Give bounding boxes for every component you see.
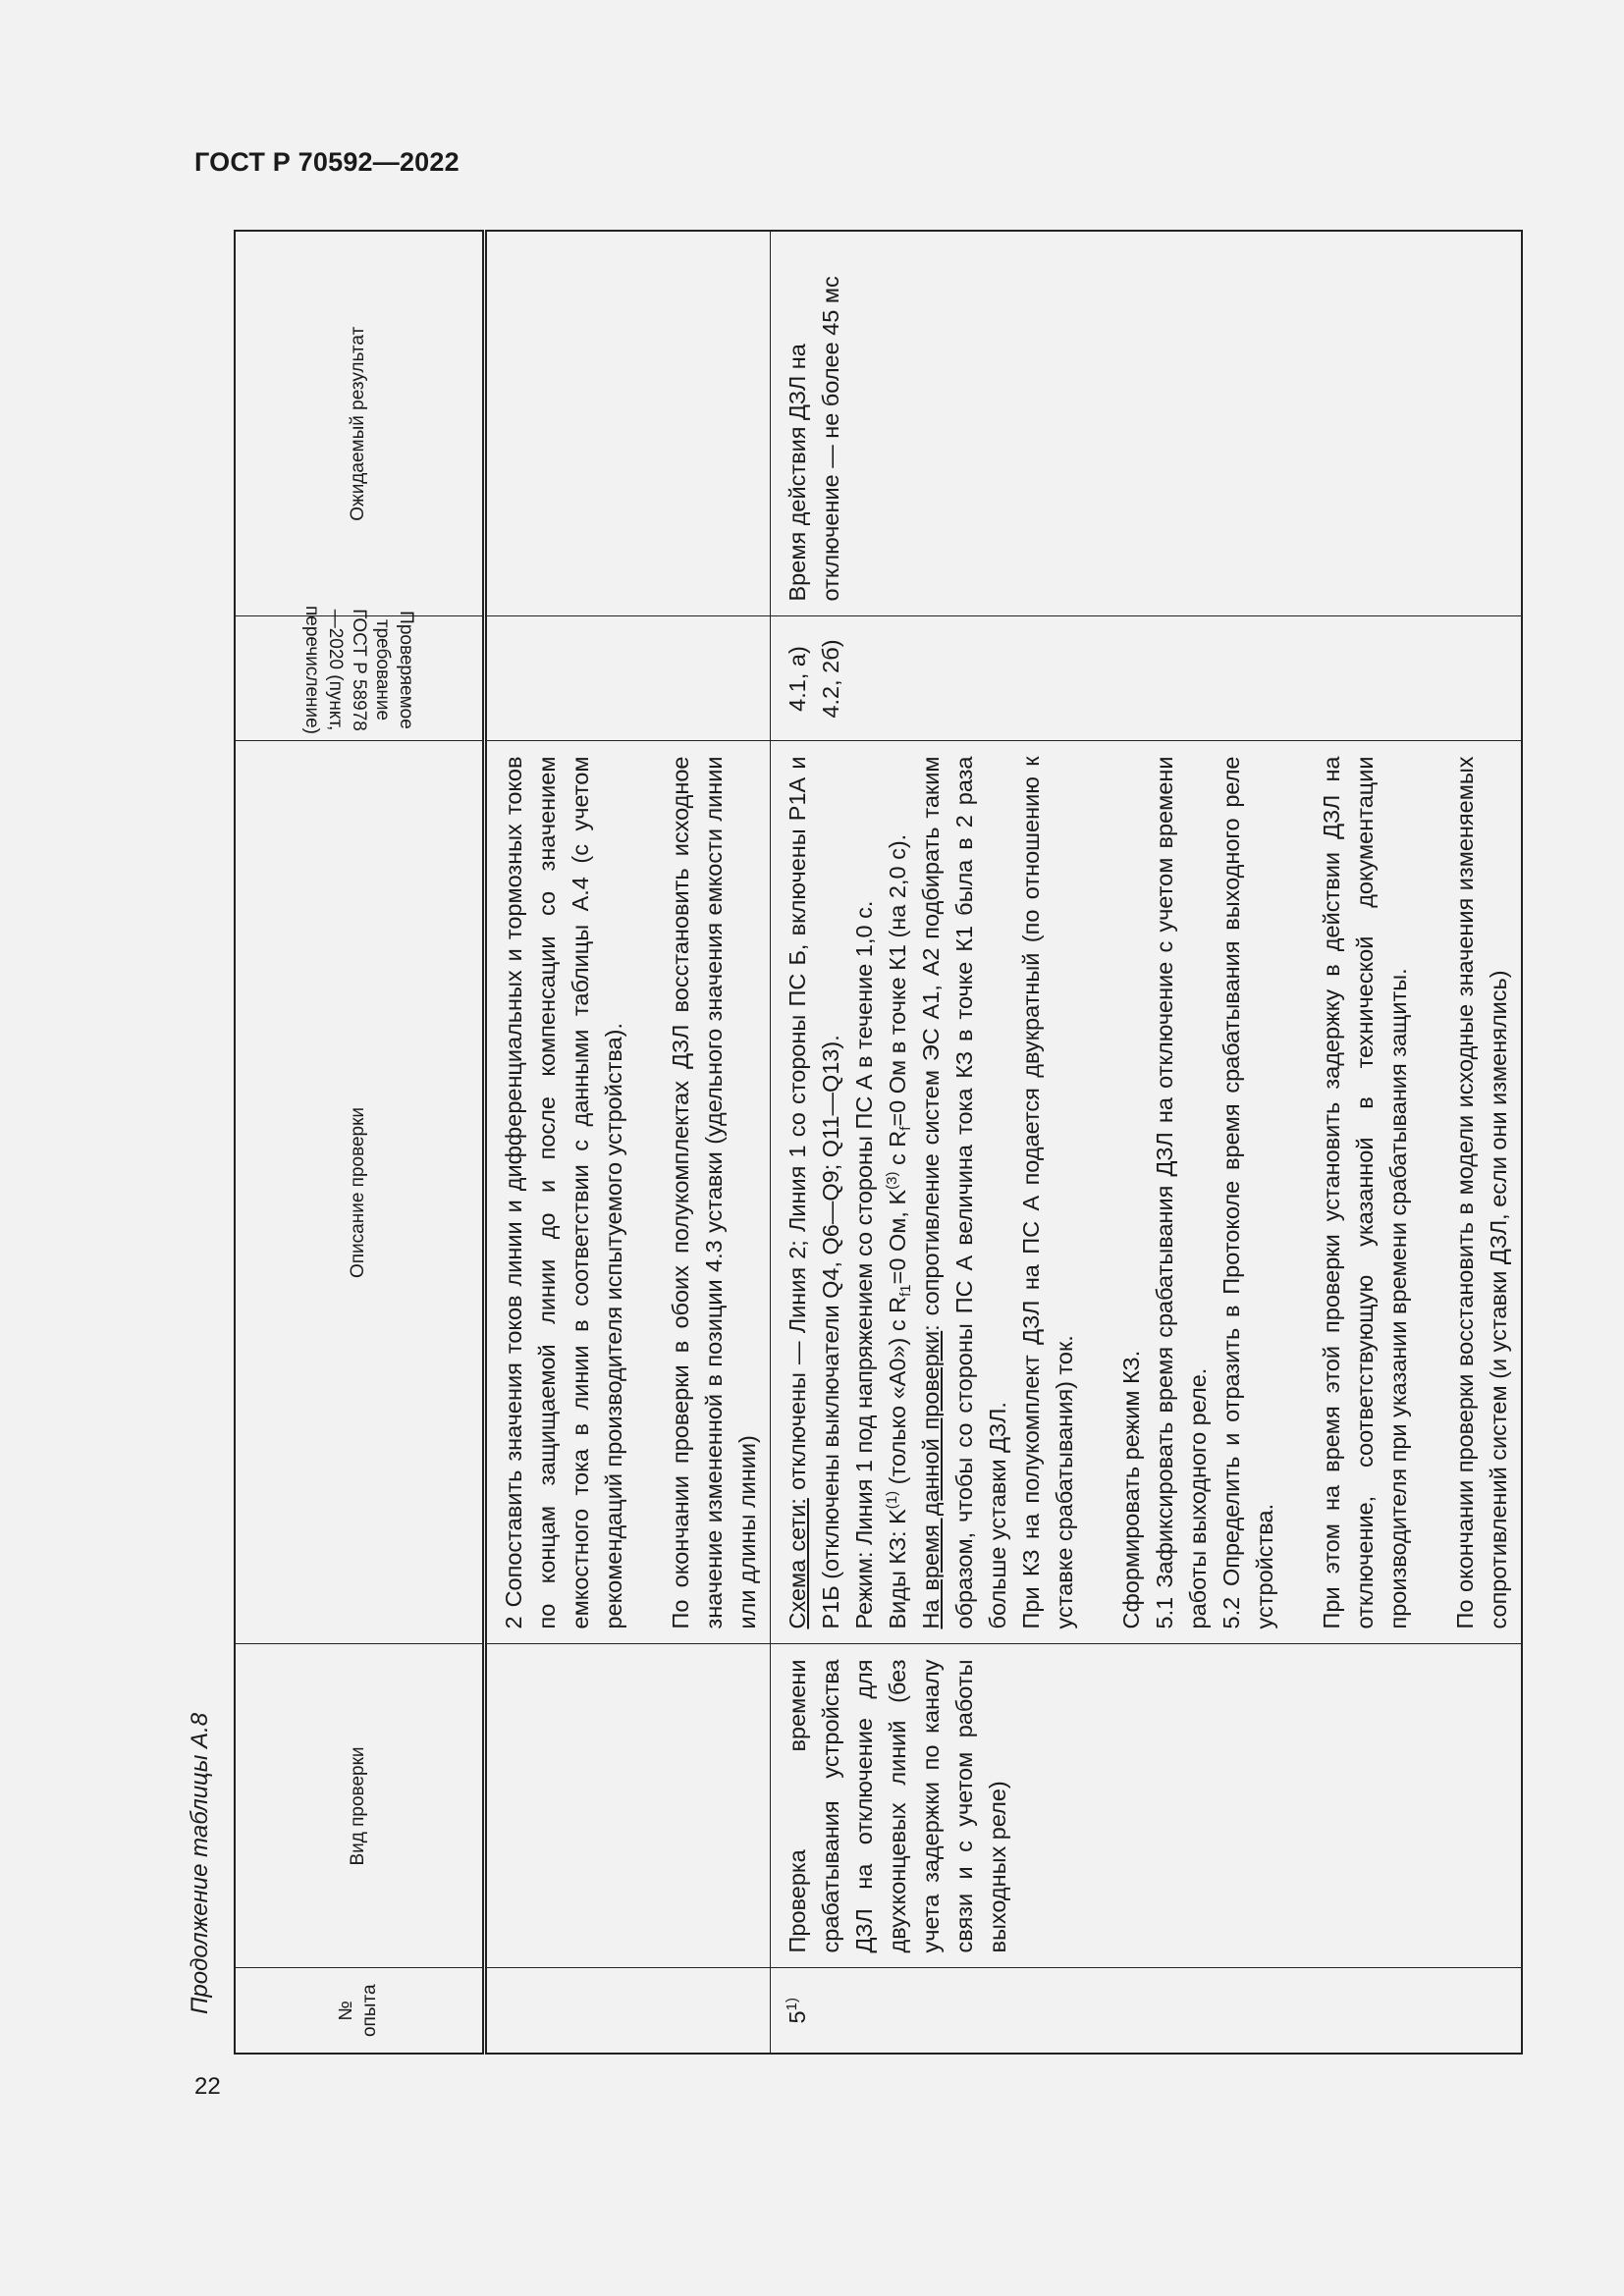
paragraph: [781, 757, 847, 1629]
table-header-row: [235, 231, 484, 2054]
paragraph: [1315, 757, 1415, 1629]
cell-requirement: [484, 616, 770, 741]
text-segment: 2 Сопоставить значения токов линии и дифференциальных и тормозных токов по концам защищаемой линии до и после компенсации со значением емкостного тока в линии в соответствии с данными таблицы А.4 (с учетом рекомендаций производителя испытуемого устройства).: [500, 756, 626, 1629]
text-segment: : сопротивление систем ЭС А1, А2 подбирать таким образом, чтобы со стороны ПС А величина тока КЗ в точке К1 была в 2 раза больше уставки ДЗЛ.: [917, 756, 1010, 1629]
superscript: (1): [883, 1490, 900, 1510]
paragraph: [847, 757, 881, 1629]
header-test-type: Вид проверки: [235, 1644, 484, 1968]
subscript: f: [896, 1126, 914, 1131]
text-segment: По окончании проверки в обоих полукомплектах ДЗЛ восстановить исходное значение измененной в позиции 4.3 уставки (удельного значения емкости линии или длины линии): [667, 756, 760, 1629]
text-segment: Режим: Линия 1 под напряжением со стороны ПС А в течение 1,0 с.: [850, 900, 877, 1629]
cell-description: [770, 741, 1522, 1644]
text-segment: отключены — Линия 2; Линия 1 со стороны ПС Б, включены Р1А и Р1Б (отключены выключатели Q4, Q6—Q9; Q11—Q13).: [784, 756, 843, 1629]
paragraph: [881, 757, 914, 1629]
test-table: [234, 232, 1511, 2055]
header-test-number: № опыта: [235, 1968, 484, 2054]
table: [234, 230, 1523, 2055]
page-number: 22: [194, 2073, 221, 2100]
text-segment: При КЗ на полукомплект ДЗЛ на ПС А подается двукратный (по отношению к уставке срабатывания) ток.: [1017, 756, 1077, 1629]
text-segment: 4.1, а): [784, 646, 810, 712]
cell-test-type: [484, 1644, 770, 1968]
table-row: [770, 231, 1522, 2054]
paragraph: [1448, 757, 1515, 1629]
text-segment: =0 Ом, K: [884, 1189, 910, 1285]
text-segment: с R: [884, 1130, 910, 1172]
paragraph: [1114, 757, 1148, 1629]
text-segment: По окончании проверки восстановить в модели исходные значения изменяемых сопротивлений систем (и уставки ДЗЛ, если они изменялись): [1451, 756, 1511, 1629]
superscript: (3): [883, 1171, 900, 1190]
paragraph: [664, 757, 764, 1629]
text-segment: 5.1 Зафиксировать время срабатывания ДЗЛ на отключение с учетом времени работы выходного реле.: [1151, 756, 1211, 1629]
cell-test-number: [484, 1968, 770, 2054]
text-segment: =0 Ом в точке К1 (на 2,0 с).: [884, 833, 910, 1127]
underlined-text: Схема сети:: [784, 1498, 810, 1629]
header-requirement: [235, 606, 484, 741]
cell-requirement: [770, 616, 1522, 741]
subscript: f1: [896, 1284, 914, 1297]
header-expected-result: Ожидаемый результат: [235, 231, 484, 616]
document-title: ГОСТ Р 70592—2022: [194, 147, 460, 177]
paragraph: [1215, 757, 1281, 1629]
paragraph: [1014, 757, 1081, 1629]
paragraph: [1148, 757, 1215, 1629]
underlined-text: На время данной проверки: [917, 1330, 944, 1629]
table-caption: Продолжение таблицы А.8: [187, 1712, 213, 2014]
text-segment: (только «А0») с R: [884, 1296, 910, 1491]
text-segment: 4.2, 2б): [817, 639, 843, 719]
paragraph: [914, 757, 1014, 1629]
header-description: Описание проверки: [235, 741, 484, 1644]
text-segment: 5.2 Определить и отразить в Протоколе время срабатывания выходного реле устройства.: [1218, 756, 1277, 1629]
paragraph: [781, 632, 814, 726]
paragraph: [497, 757, 630, 1629]
text-segment: Виды КЗ: K: [884, 1509, 910, 1629]
header-requirement-label: Проверяемое требование ГОСТ Р 58978—2020 (пункт, перечисление): [301, 606, 417, 735]
cell-test-number: [770, 1968, 1522, 2054]
cell-test-type: Проверка времени срабатывания устройства ДЗЛ на отключение для двухконцевых линий (без учета задержки по каналу связи и с учетом работы выходных реле): [770, 1644, 1522, 1968]
cell-description: [484, 741, 770, 1644]
table-row: [484, 231, 770, 2054]
paragraph: [781, 1984, 814, 2039]
text-segment: При этом на время этой проверки установить задержку в действии ДЗЛ на отключение, соответствующую указанной в технической документации производителя при указании времени срабатывания защиты.: [1318, 756, 1411, 1629]
superscript: 1): [783, 1998, 800, 2011]
cell-expected-result: Время действия ДЗЛ на отключение — не более 45 мс: [770, 231, 1522, 616]
paragraph: [814, 632, 847, 726]
text-segment: 5: [784, 2010, 810, 2024]
text-segment: Сформировать режим КЗ.: [1117, 1350, 1144, 1629]
cell-expected-result: [484, 231, 770, 616]
